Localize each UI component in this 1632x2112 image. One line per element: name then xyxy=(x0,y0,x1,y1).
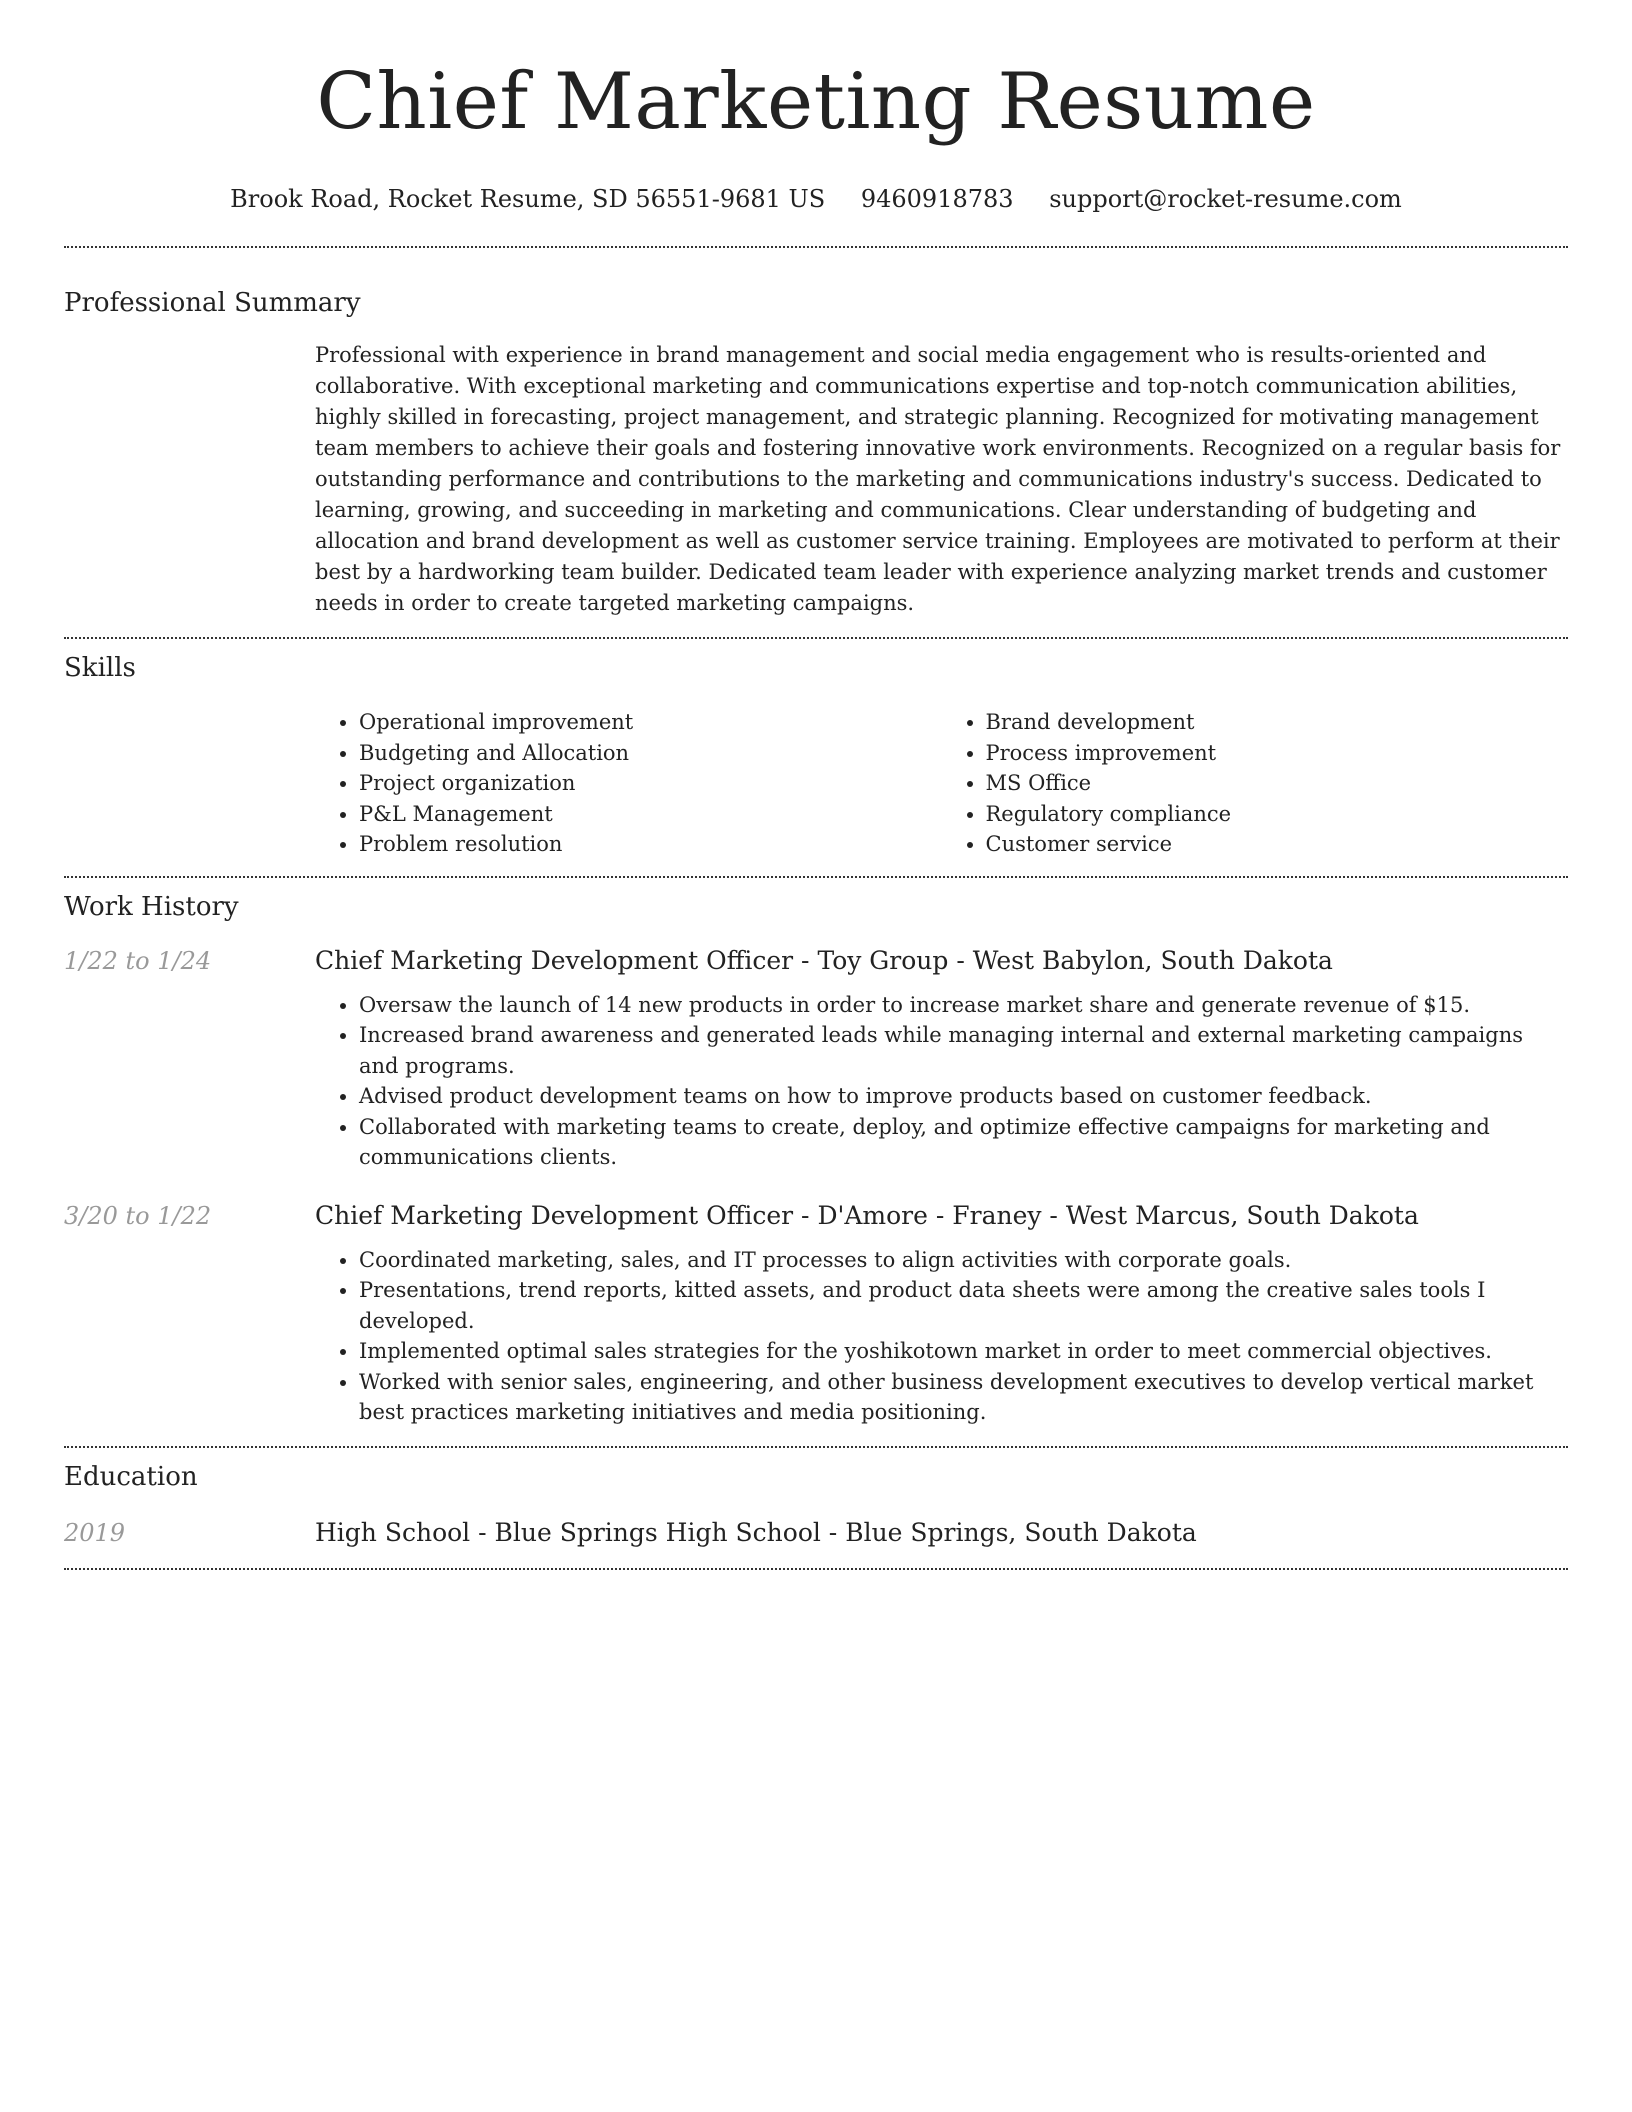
divider xyxy=(64,1446,1568,1448)
job-bullet: • Oversaw the launch of 14 new products in order to increase market share and generate revenue of $15. xyxy=(359,990,1568,1021)
job-entry xyxy=(64,1199,1568,1428)
skills-section xyxy=(64,651,1568,860)
education-section xyxy=(64,1460,1568,1550)
divider xyxy=(64,876,1568,878)
job-body xyxy=(315,944,1568,1173)
contact-phone: 9460918783 xyxy=(860,185,1014,213)
section-title-summary: Professional Summary xyxy=(64,288,361,318)
job-dates: 1/22 to 1/24 xyxy=(64,946,212,975)
summary-text: Professional with experience in brand management and social media engagement who is results-oriented and collaborative. With exceptional marketing and communications expertise and top-notch communication abilities, highly skilled in forecasting, project management, and strategic planning. Recognized for motivating management team members to achieve their goals and fostering innovative work environments. Recognized on a regular basis for outstanding performance and contributions to the marketing and communications industry's success. Dedicated to learning, growing, and succeeding in marketing and communications. Clear understanding of budgeting and allocation and brand development as well as customer service training. Employees are motivated to perform at their best by a hardworking team builder. Dedicated team leader with experience analyzing market trends and customer needs in order to create targeted marketing campaigns. xyxy=(315,343,1561,615)
job-bullet: • Collaborated with marketing teams to create, deploy, and optimize effective campaigns for marketing and communications clients. xyxy=(359,1112,1568,1173)
skills-grid xyxy=(315,707,1568,860)
skill-item: • Budgeting and Allocation xyxy=(359,738,942,769)
skill-item: • Regulatory compliance xyxy=(986,799,1569,830)
job-bullet: • Worked with senior sales, engineering, and other business development executives to develop vertical market best practices marketing initiatives and media positioning. xyxy=(359,1367,1568,1428)
job-heading: Chief Marketing Development Officer - D'Amore - Franey - West Marcus, South Dakota xyxy=(315,1200,1419,1230)
education-entry xyxy=(64,1516,1568,1550)
resume-title: Chief Marketing Resume xyxy=(316,57,1316,147)
divider xyxy=(64,1568,1568,1570)
job-bullet: • Presentations, trend reports, kitted assets, and product data sheets were among the creative sales tools I developed. xyxy=(359,1275,1568,1336)
section-title-work: Work History xyxy=(64,891,239,922)
job-body xyxy=(315,1199,1568,1428)
skill-item: • MS Office xyxy=(986,768,1569,799)
skill-item: • P&L Management xyxy=(359,799,942,830)
contact-line xyxy=(64,184,1568,214)
job-bullet: • Increased brand awareness and generated leads while managing internal and external marketing campaigns and programs. xyxy=(359,1020,1568,1081)
job-bullet: • Coordinated marketing, sales, and IT processes to align activities with corporate goals. xyxy=(359,1245,1568,1276)
job-bullets xyxy=(315,1245,1568,1428)
contact-email: support@rocket-resume.com xyxy=(1049,185,1402,213)
job-bullet: • Implemented optimal sales strategies for the yoshikotown market in order to meet commercial objectives. xyxy=(359,1336,1568,1367)
section-title-skills: Skills xyxy=(64,653,136,683)
skill-item: • Brand development xyxy=(986,707,1569,738)
skill-item: • Project organization xyxy=(359,768,942,799)
skills-list-left xyxy=(315,707,942,860)
contact-address: Brook Road, Rocket Resume, SD 56551-9681 US xyxy=(230,185,826,213)
skill-item: • Operational improvement xyxy=(359,707,942,738)
divider xyxy=(64,637,1568,639)
section-title-education: Education xyxy=(64,1461,198,1492)
job-entry xyxy=(64,944,1568,1173)
skill-item: • Problem resolution xyxy=(359,829,942,860)
education-year: 2019 xyxy=(64,1518,126,1547)
job-bullet: • Advised product development teams on how to improve products based on customer feedback. xyxy=(359,1081,1568,1112)
skills-list-right xyxy=(942,707,1569,860)
skill-item: • Process improvement xyxy=(986,738,1569,769)
summary-section xyxy=(64,286,1568,619)
job-bullets xyxy=(315,990,1568,1173)
job-dates: 3/20 to 1/22 xyxy=(64,1201,212,1230)
work-section xyxy=(64,890,1568,1428)
divider xyxy=(64,246,1568,248)
education-heading: High School - Blue Springs High School - Blue Springs, South Dakota xyxy=(315,1517,1197,1547)
job-heading: Chief Marketing Development Officer - Toy Group - West Babylon, South Dakota xyxy=(315,945,1333,975)
skill-item: • Customer service xyxy=(986,829,1569,860)
